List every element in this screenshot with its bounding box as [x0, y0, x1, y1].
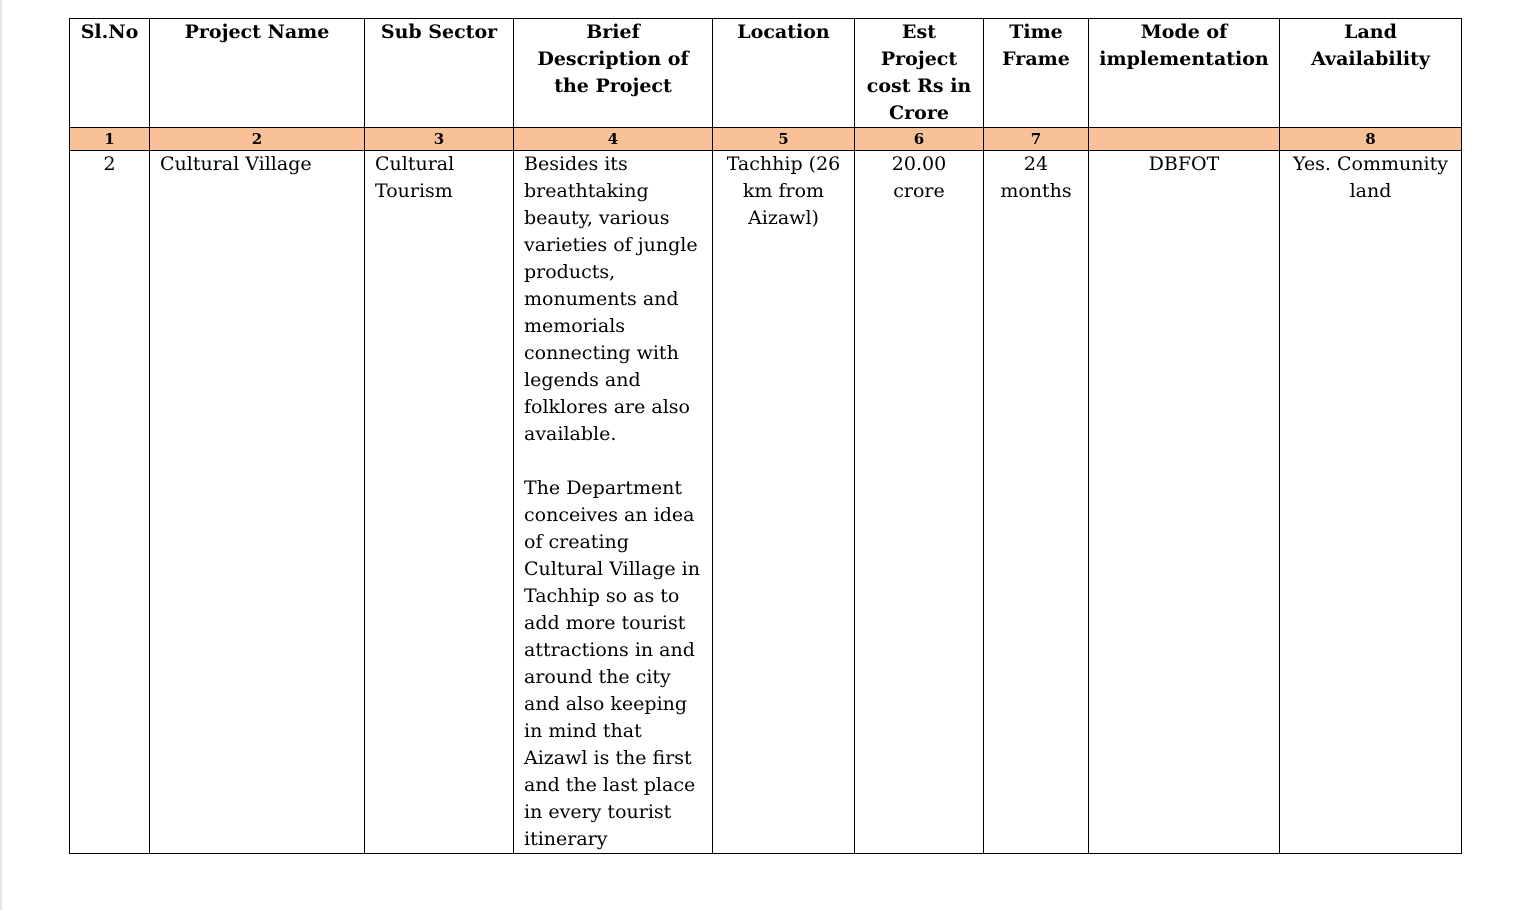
column-number: 7 [984, 128, 1089, 151]
cell-sub-sector: Cultural Tourism [365, 151, 514, 854]
column-number: 3 [365, 128, 514, 151]
cell-sl-no: 2 [70, 151, 150, 854]
header-project-name: Project Name [150, 19, 365, 128]
header-location: Location [713, 19, 855, 128]
column-number: 6 [855, 128, 984, 151]
cell-location: Tachhip (26 km from Aizawl) [713, 151, 855, 854]
cell-description [514, 151, 713, 854]
column-number: 4 [514, 128, 713, 151]
cell-land: Yes. Community land [1280, 151, 1462, 854]
header-time-frame: Time Frame [984, 19, 1089, 128]
column-number: 5 [713, 128, 855, 151]
column-number-row [70, 128, 1462, 151]
header-sub-sector: Sub Sector [365, 19, 514, 128]
page-left-edge [0, 0, 2, 910]
column-number: 2 [150, 128, 365, 151]
column-number: 1 [70, 128, 150, 151]
cell-mode: DBFOT [1089, 151, 1280, 854]
column-number [1089, 128, 1280, 151]
header-sl-no: Sl.No [70, 19, 150, 128]
header-row [70, 19, 1462, 128]
column-number: 8 [1280, 128, 1462, 151]
description-paragraph-1: Besides its breathtaking beauty, various varieties of jungle products, monuments and memorials connecting with legends and folklores are also available. [524, 153, 698, 445]
cell-project-name: Cultural Village [150, 151, 365, 854]
project-table [69, 18, 1462, 854]
header-land: Land Availability [1280, 19, 1462, 128]
cell-time-frame: 24 months [984, 151, 1089, 854]
header-est-cost: Est Project cost Rs in Crore [855, 19, 984, 128]
table-row [70, 151, 1462, 854]
header-description: Brief Description of the Project [514, 19, 713, 128]
description-paragraph-2: The Department conceives an idea of creating Cultural Village in Tachhip so as to add more tourist attractions in and around the city and also keeping in mind that Aizawl is the first and the last place in every tourist itinerary [524, 477, 700, 850]
header-mode: Mode of implementation [1089, 19, 1280, 128]
cell-est-cost: 20.00 crore [855, 151, 984, 854]
